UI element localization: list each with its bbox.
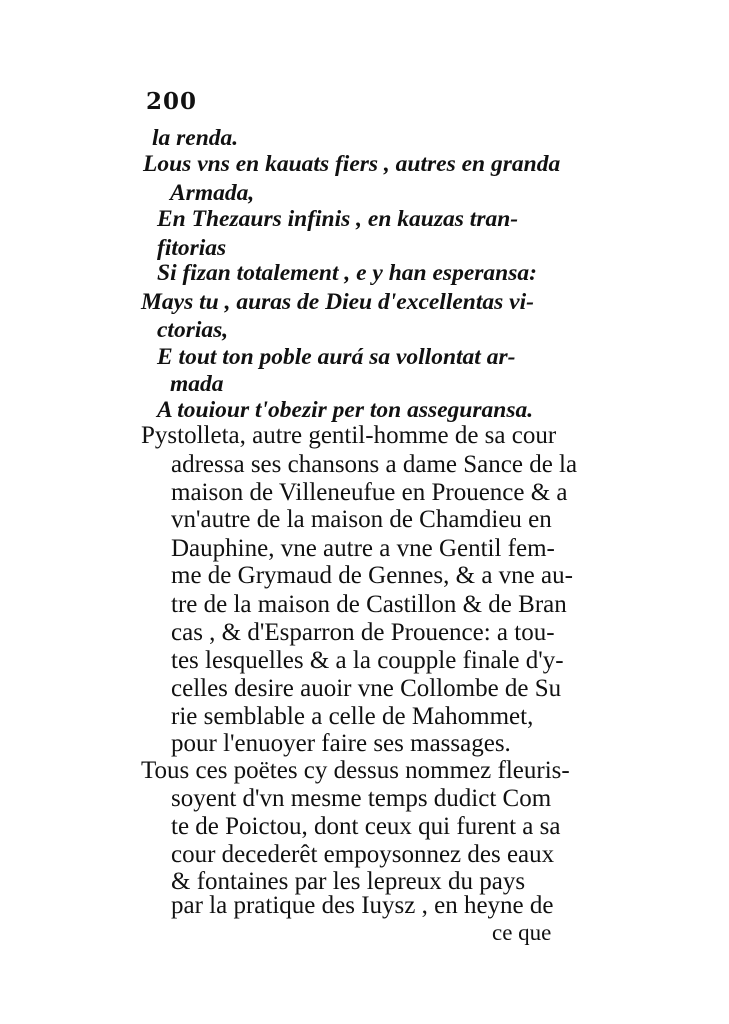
prose-line: maison de Villeneufue en Prouence & a <box>171 479 568 506</box>
prose-line: vn'autre de la maison de Chamdieu en <box>171 506 552 533</box>
verse-line: En Thezaurs infinis , en kauzas tran- <box>157 206 519 232</box>
prose-line: pour l'enuoyer faire ses massages. <box>171 730 511 757</box>
prose-line: Pystolleta, autre gentil-homme de sa cour <box>141 422 557 449</box>
verse-line: E tout ton poble aurá sa vollontat ar- <box>157 344 516 370</box>
verse-line: fitorias <box>157 235 227 261</box>
prose-line: & fontaines par les lepreux du pays <box>171 868 526 895</box>
prose-line: te de Poictou, dont ceux qui furent a sa <box>171 813 561 840</box>
prose-line: me de Grymaud de Gennes, & a vne au- <box>171 562 573 589</box>
prose-line: Tous ces poëtes cy dessus nommez fleuris- <box>141 757 570 784</box>
prose-line: cour decederêt empoysonnez des eaux <box>171 841 555 868</box>
prose-line: par la pratique des Iuysz , en heyne de <box>171 892 554 919</box>
verse-line: Armada, <box>170 180 255 206</box>
prose-line: Dauphine, vne autre a vne Gentil fem- <box>171 535 555 562</box>
verse-line: A touiour t'obezir per ton asseguransa. <box>157 397 534 423</box>
catchword: ce que <box>492 920 552 945</box>
verse-line: la renda. <box>152 125 239 151</box>
prose-line: soyent d'vn mesme temps dudict Com <box>171 785 552 812</box>
verse-line: Lous vns en kauats fiers , autres en granda <box>143 151 561 177</box>
verse-line: ctorias, <box>157 317 229 343</box>
prose-line: rie semblable a celle de Mahommet, <box>171 703 534 730</box>
prose-line: tre de la maison de Castillon & de Bran <box>171 591 567 618</box>
prose-line: cas , & d'Esparron de Prouence: a tou- <box>171 619 555 646</box>
prose-line: celles desire auoir vne Collombe de Su <box>171 675 562 702</box>
verse-line: mada <box>170 371 224 397</box>
verse-line: Si fizan totalement , e y han esperansa: <box>157 260 537 286</box>
prose-line: tes lesquelles & a la coupple finale d'y- <box>171 647 564 674</box>
page-number: 200 <box>146 88 198 115</box>
verse-line: Mays tu , auras de Dieu d'excellentas vi- <box>141 289 534 315</box>
prose-line: adressa ses chansons a dame Sance de la <box>171 451 578 478</box>
